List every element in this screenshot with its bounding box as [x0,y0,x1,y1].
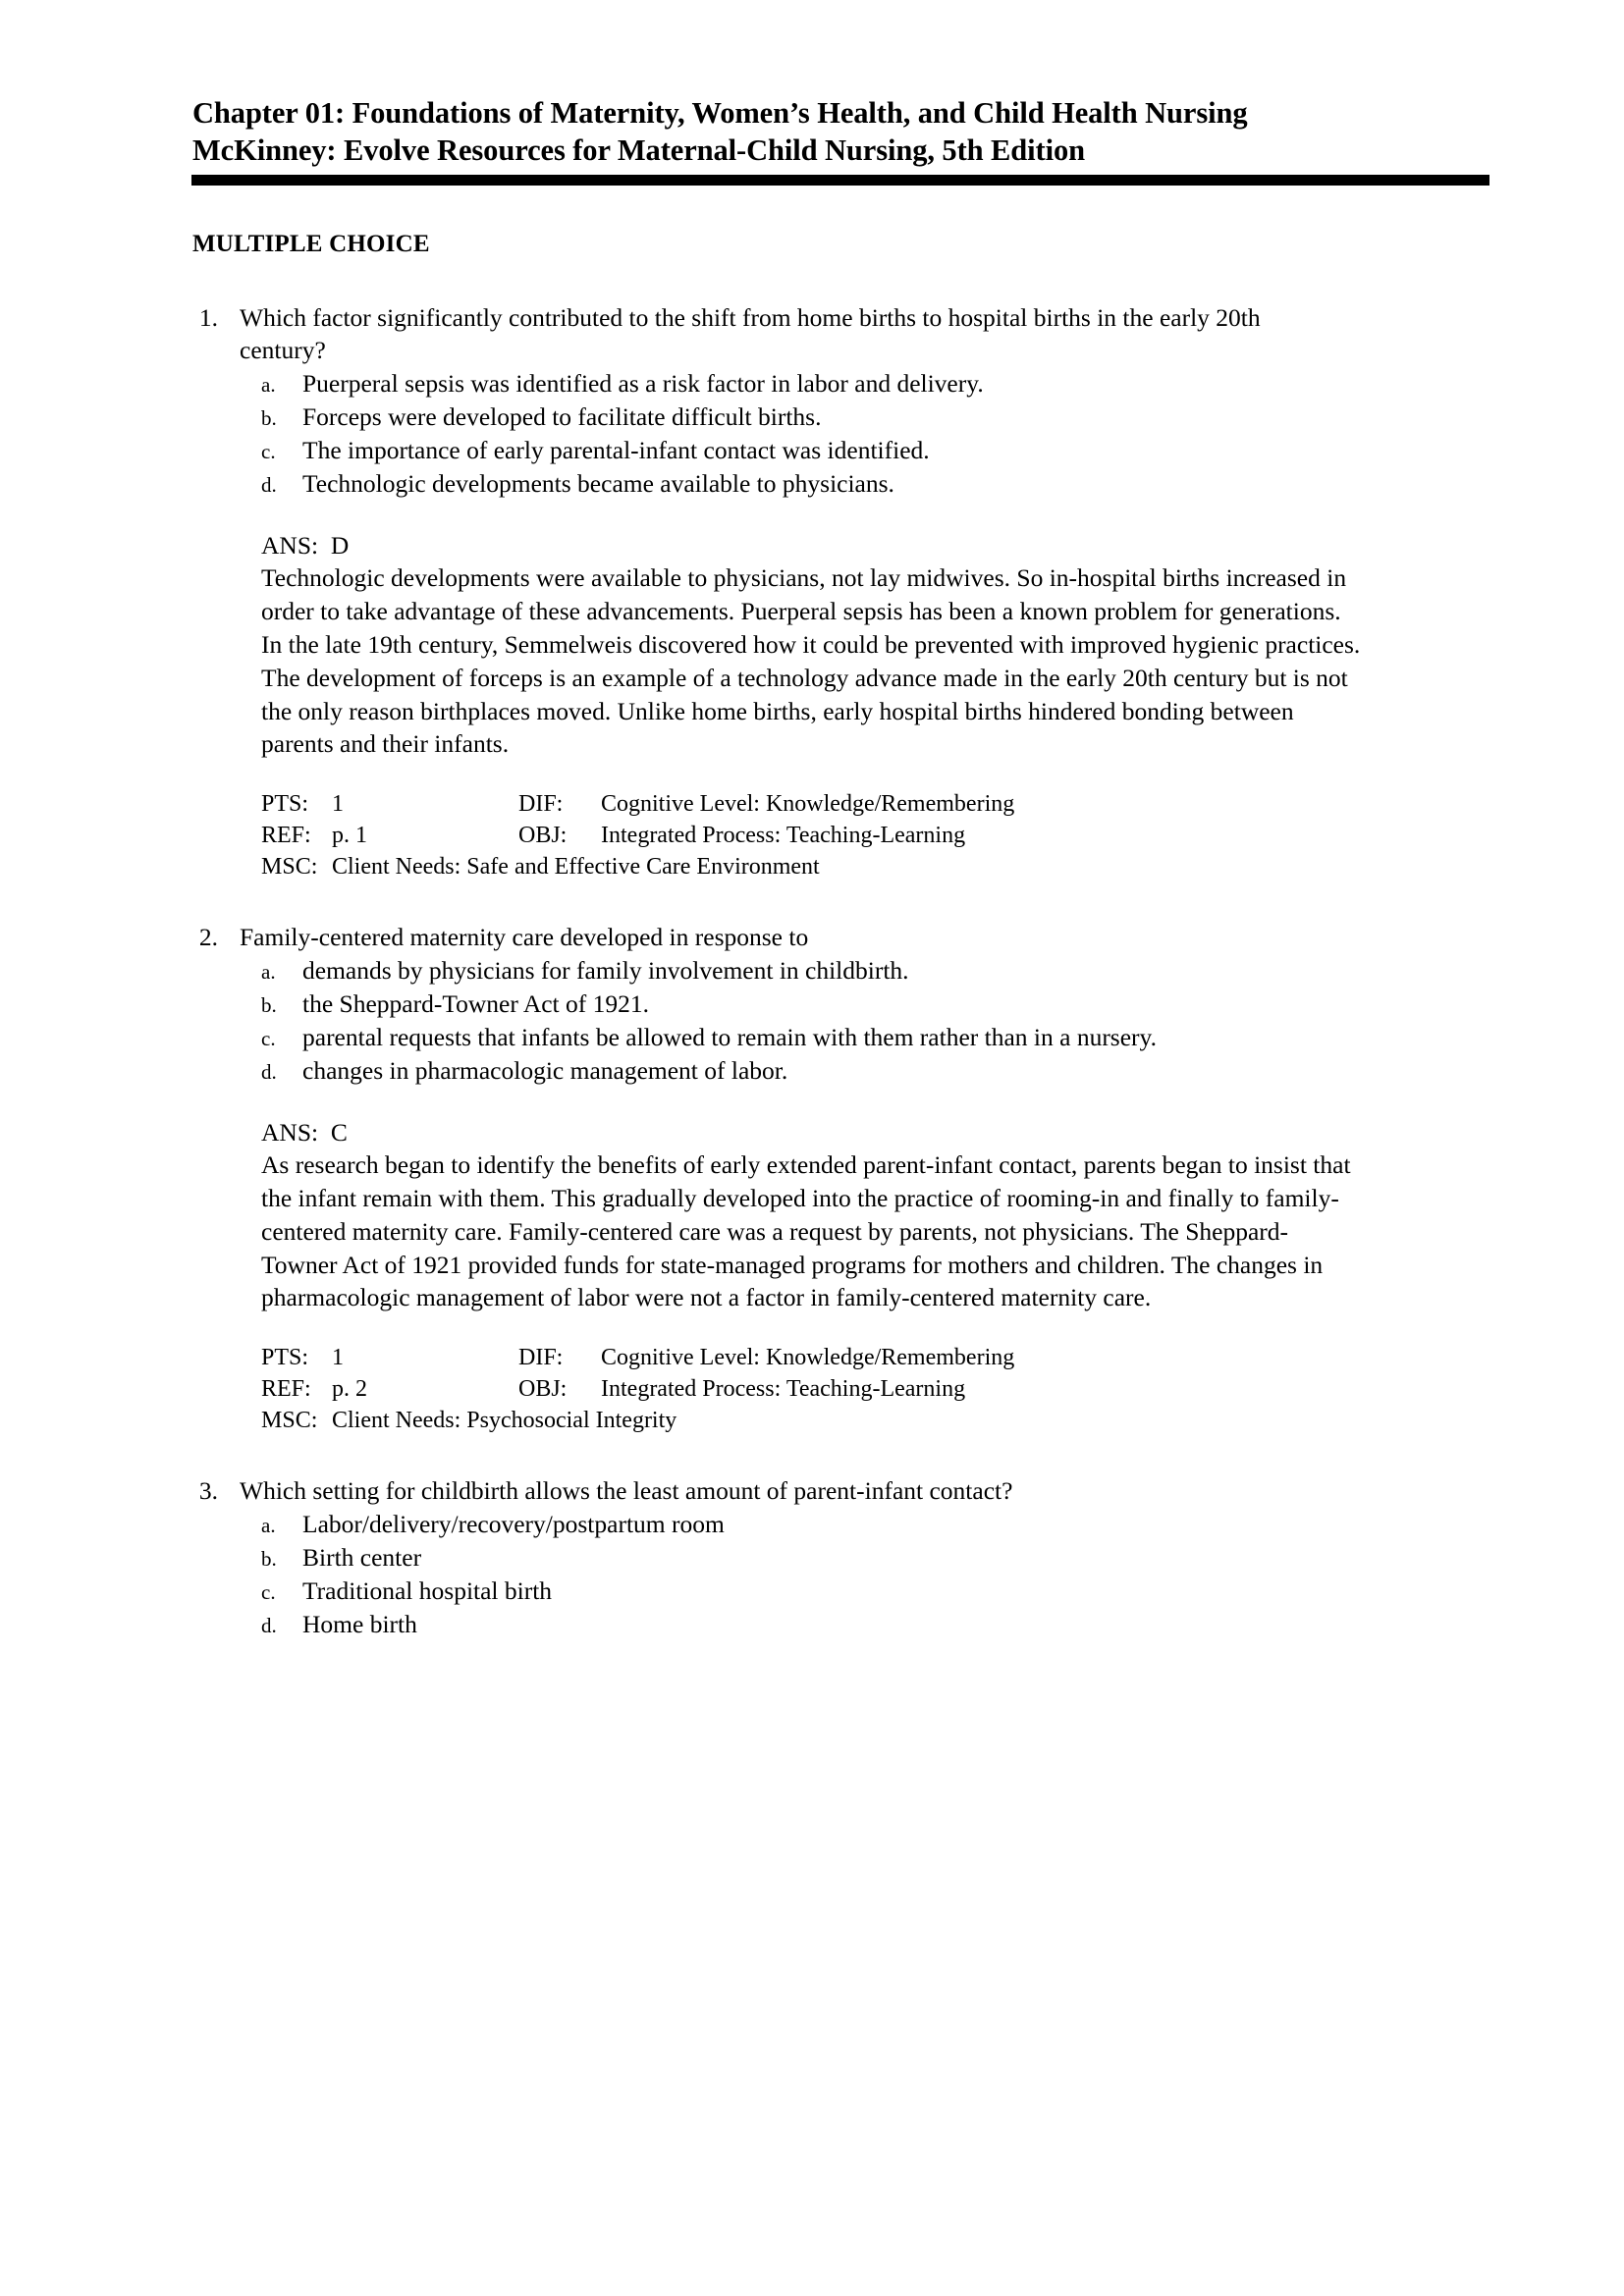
question-stem-text: Which factor significantly contributed to the shift from home births to hospital births in the early 20th century? [240,302,1261,364]
option-row[interactable] [192,401,1487,434]
dif-label: DIF: [518,1345,564,1371]
option-letter: c. [261,1026,276,1050]
pts-label: PTS: [261,1345,309,1371]
pts-value: 1 [332,1345,344,1371]
header-line-chapter-title: Chapter 01: Foundations of Maternity, Women’s Health, and Child Health Nursing [192,96,1248,130]
msc-label: MSC: [261,1408,318,1434]
option-text: Traditional hospital birth [302,1575,553,1605]
option-text: Birth center [302,1543,422,1573]
header-line-book-edition: McKinney: Evolve Resources for Maternal-Child Nursing, 5th Edition [192,133,1085,168]
option-text: Home birth [302,1609,417,1638]
option-text: parental requests that infants be allowed to remain with them rather than in a nursery. [302,1022,1158,1051]
pts-label: PTS: [261,791,309,818]
option-row[interactable] [192,468,1487,501]
pts-value: 1 [332,791,344,818]
option-row[interactable] [192,1542,1487,1575]
option-list [192,955,1487,1088]
question-item [192,301,1487,883]
metadata-row-ref-obj [261,1374,1487,1406]
answer-key-line: ANS: D [261,530,350,560]
option-text: changes in pharmacologic management of labor. [302,1055,788,1085]
question-stem-text: Family-centered maternity care developed in response to [240,922,809,951]
option-letter: d. [261,472,277,497]
question-number: 1. [198,302,218,332]
option-row[interactable] [192,1509,1487,1541]
ref-label: REF: [261,823,311,849]
option-row[interactable] [192,368,1487,400]
section-heading-multiple-choice: MULTIPLE CHOICE [192,230,430,257]
msc-value: Client Needs: Safe and Effective Care Environment [332,853,820,880]
option-row[interactable] [192,1609,1487,1641]
question-item [192,921,1487,1437]
option-letter: b. [261,406,277,431]
option-row[interactable] [192,955,1487,988]
option-letter: a. [261,1514,276,1538]
answer-block [261,1116,1363,1315]
option-list [192,1509,1487,1641]
option-letter: b. [261,1547,277,1572]
option-text: Forceps were developed to facilitate difficult births. [302,402,822,432]
dif-value: Cognitive Level: Knowledge/Remembering [601,1345,1015,1371]
ref-value: p. 1 [332,823,367,849]
question-stem-text: Which setting for childbirth allows the least amount of parent-infant contact? [240,1475,1013,1505]
option-text: Technologic developments became available to physicians. [302,468,894,498]
dif-label: DIF: [518,791,564,818]
obj-label: OBJ: [518,1376,568,1403]
ref-value: p. 2 [332,1376,367,1403]
question-stem-row [192,1474,1487,1507]
option-letter: a. [261,960,276,985]
question-stem-row [192,301,1487,366]
dif-value: Cognitive Level: Knowledge/Remembering [601,791,1015,818]
metadata-row-ref-obj [261,821,1487,852]
answer-rationale-text: Technologic developments were available to physicians, not lay midwives. So in-hospital births increased in order to take advantage of these advancements. Puerperal sepsis has been a known problem for generations. In the late 19th century, Semmelweis discovered how it could be prevented with improved hygienic practices. The development of forceps is an example of a technology advance made in the early 20th century but is not the only reason birthplaces moved. Unlike home births, early hospital births hindered bonding between parents and their infants. [261,563,1361,759]
answer-block [261,529,1363,761]
option-letter: b. [261,992,277,1017]
obj-value: Integrated Process: Teaching-Learning [601,823,966,849]
option-text: Puerperal sepsis was identified as a risk factor in labor and delivery. [302,369,984,399]
metadata-row-msc [261,852,1487,883]
question-metadata [261,1343,1487,1437]
document-header [192,94,1487,170]
option-row[interactable] [192,1055,1487,1088]
option-text: Labor/delivery/recovery/postpartum room [302,1510,725,1539]
option-list [192,368,1487,501]
answer-rationale-text: As research began to identify the benefits of early extended parent-infant contact, parents began to insist that the infant remain with them. This gradually developed into the practice of rooming-in and finally to family-centered maternity care. Family-centered care was a request by parents, not physicians. The Sheppard-Towner Act of 1921 provided funds for state-managed programs for mothers and children. The changes in pharmacologic management of labor were not a factor in family-centered maternity care. [261,1150,1351,1312]
obj-label: OBJ: [518,823,568,849]
msc-label: MSC: [261,853,318,880]
msc-value: Client Needs: Psychosocial Integrity [332,1408,677,1434]
question-metadata [261,789,1487,883]
obj-value: Integrated Process: Teaching-Learning [601,1376,966,1403]
option-text: the Sheppard-Towner Act of 1921. [302,988,650,1018]
metadata-row-pts-dif [261,789,1487,821]
option-letter: d. [261,1613,277,1637]
question-stem-row [192,921,1487,953]
option-row[interactable] [192,988,1487,1021]
metadata-row-msc [261,1406,1487,1437]
option-row[interactable] [192,435,1487,467]
option-row[interactable] [192,1022,1487,1054]
option-letter: c. [261,1579,276,1604]
ref-label: REF: [261,1376,311,1403]
option-text: The importance of early parental-infant contact was identified. [302,435,930,464]
question-number: 2. [198,922,218,951]
question-item [192,1474,1487,1641]
metadata-row-pts-dif [261,1343,1487,1374]
option-letter: d. [261,1059,277,1084]
option-letter: c. [261,439,276,463]
answer-key-line: ANS: C [261,1117,348,1147]
option-row[interactable] [192,1575,1487,1608]
header-divider-rule [191,175,1489,186]
question-number: 3. [198,1475,218,1505]
option-letter: a. [261,373,276,398]
option-text: demands by physicians for family involvement in childbirth. [302,956,909,986]
